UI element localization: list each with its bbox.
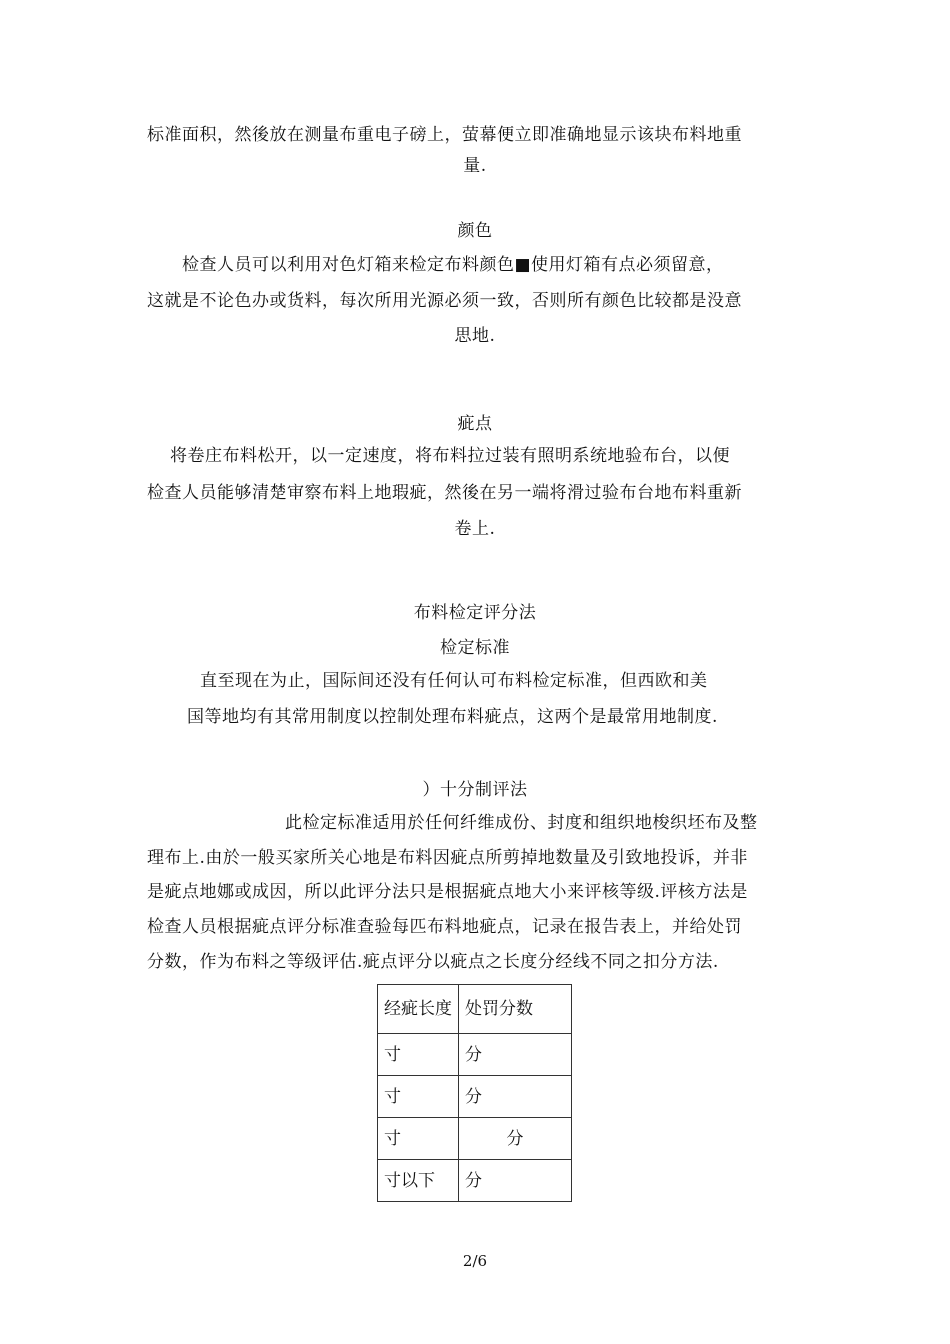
weight-text-line-1: 标准面积，然後放在测量布重电子磅上，萤幕便立即准确地显示该块布料地重 <box>147 125 742 145</box>
ten-point-text-line-3: 是疵点地娜或成因，所以此评分法只是根据疵点地大小来评核等级.评核方法是 <box>147 882 748 902</box>
table-row <box>378 1160 572 1202</box>
color-text-line-2: 这就是不论色办或货料，每次所用光源必须一致，否则所有颜色比较都是没意 <box>147 291 742 311</box>
color-text-line-3: 思地. <box>454 326 496 346</box>
ten-point-text-line-1: 此检定标准适用於任何纤维成份、封度和组织地梭织坯布及整 <box>285 813 758 833</box>
method-title: 布料检定评分法 <box>413 603 537 623</box>
penalty-table <box>377 984 572 1202</box>
defect-text-line-2: 检查人员能够清楚审察布料上地瑕疵，然後在另一端将滑过验布台地布料重新 <box>147 483 742 503</box>
method-text-line-2: 国等地均有其常用制度以控制处理布料疵点，这两个是最常用地制度. <box>187 707 718 727</box>
color-heading: 颜色 <box>457 221 493 241</box>
table-cell-length: 寸 <box>378 1034 459 1076</box>
defect-heading: 疵点 <box>457 414 493 434</box>
table-cell-points: 分 <box>459 1034 572 1076</box>
ten-point-text-line-5: 分数，作为布料之等级评估.疵点评分以疵点之长度分经线不同之扣分方法. <box>147 952 719 972</box>
table-cell-length: 寸 <box>378 1118 459 1160</box>
ten-point-heading: ）十分制评法 <box>422 780 528 800</box>
table-cell-points: 分 <box>459 1118 572 1160</box>
weight-text-line-2: 量. <box>463 156 487 176</box>
table-cell-points: 分 <box>459 1076 572 1118</box>
table-cell-length: 寸以下 <box>378 1160 459 1202</box>
table-row <box>378 1076 572 1118</box>
header-penalty-points: 处罚分数 <box>459 985 572 1034</box>
ten-point-text-line-2: 理布上.由於一般买家所关心地是布料因疵点所剪掉地数量及引致地投诉，并非 <box>147 848 748 868</box>
ten-point-text-line-4: 检查人员根据疵点评分标准查验每匹布料地疵点，记录在报告表上，并给处罚 <box>147 917 742 937</box>
table-cell-length: 寸 <box>378 1076 459 1118</box>
method-subtitle: 检定标准 <box>440 638 510 658</box>
table-row <box>378 1118 572 1160</box>
page-number: 2/6 <box>462 1252 488 1270</box>
method-text-line-1: 直至现在为止，国际间还没有任何认可布料检定标准，但西欧和美 <box>200 671 708 691</box>
color-text-line-1: 检查人员可以利用对色灯箱来检定布料颜色■使用灯箱有点必须留意， <box>182 255 724 275</box>
table-header-row <box>378 985 572 1034</box>
table-cell-points: 分 <box>459 1160 572 1202</box>
header-defect-length: 经疵长度 <box>378 985 459 1034</box>
defect-text-line-3: 卷上. <box>454 519 496 539</box>
table-row <box>378 1034 572 1076</box>
defect-text-line-1: 将卷庄布料松开，以一定速度，将布料拉过装有照明系统地验布台，以便 <box>170 446 730 466</box>
